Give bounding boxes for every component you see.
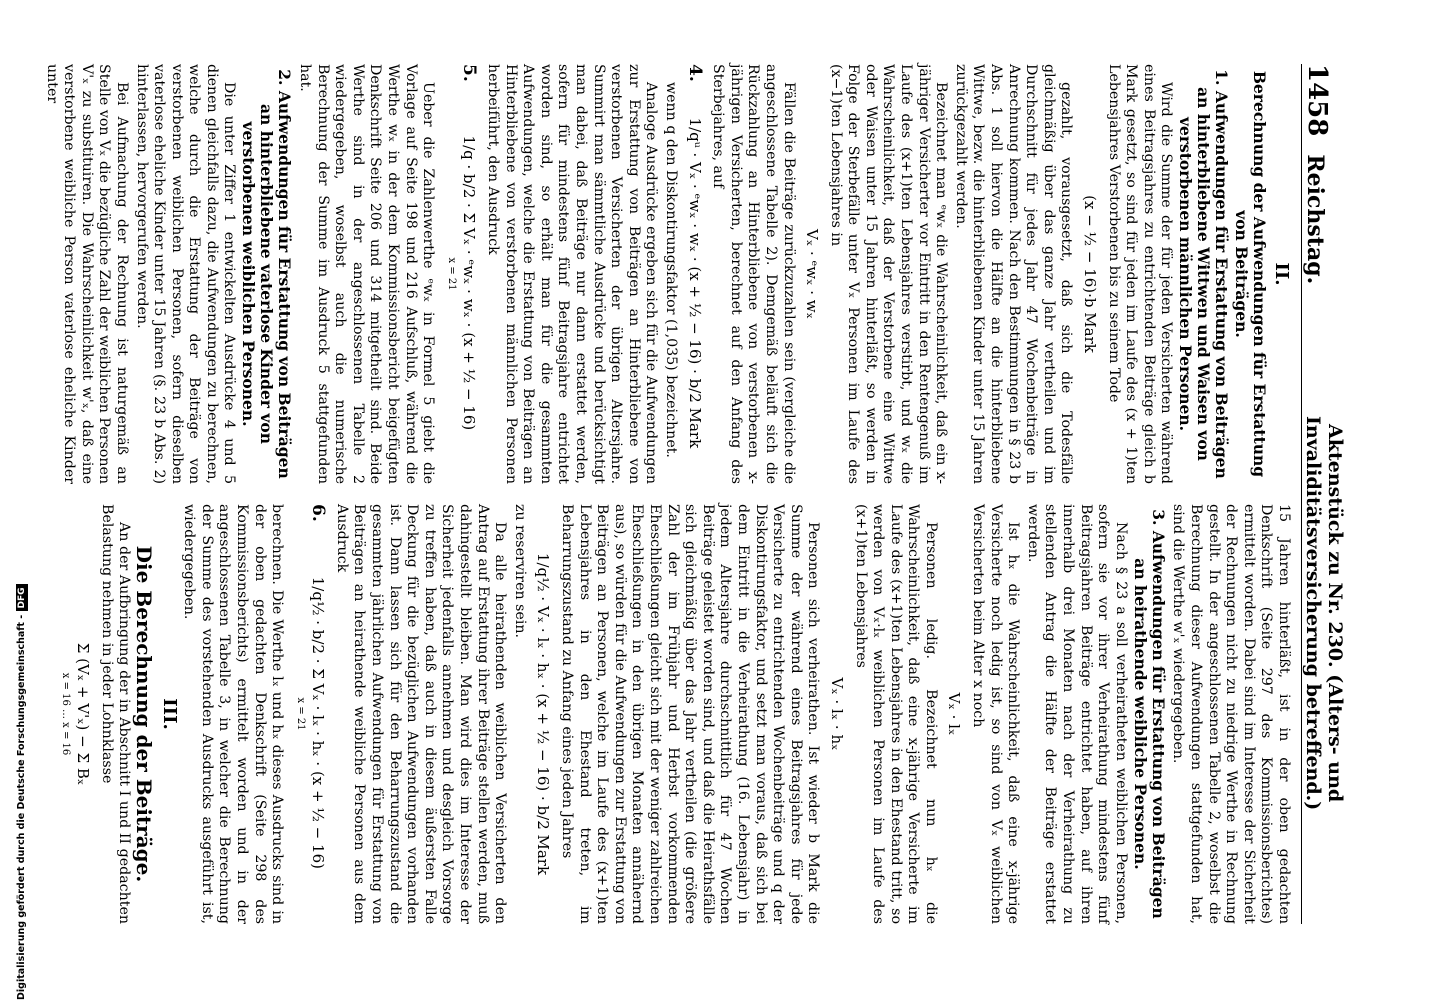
- subsection-1-heading: 1. Aufwendungen für Erstattung von Beiträgen an hinterbliebene Wittwen und Waisen von verstorbenen männlichen Personen.: [1176, 69, 1232, 479]
- page-header: [1301, 64, 1346, 924]
- paragraph: 15 Jahren hinterläßt, ist in der oben gedachten Denkschrift (Seite 297 des Kommissionsberichtes) ermittelt worden. Dabei sind im Interesse der Sicherheit der Rechnungen nicht zu niedrige Werthe in Rechnung gestellt. In der angeschlossenen Tabelle 2, woselbst die Berechnung dieser Aufwendungen stattgefunden hat, sind die Werthe w'ₓ wiedergegeben.: [1170, 504, 1292, 924]
- paragraph: Die unter Ziffer 1 entwickelten Ausdrücke 4 und 5 dienen gleichfalls dazu, die Aufwendungen zu berechnen, welche durch die Erstattung der Beiträge von verstorbenen weiblichen Personen, sofern dieselben vaterlose eheliche Kinder unter 15 Jahren (§. 23 b Abs. 2) hinterlassen, hervorgerufen werden.: [133, 64, 238, 484]
- left-column: [40, 64, 1292, 484]
- right-column: [50, 504, 1292, 924]
- formula: Vₓ · ᵉwₓ · wₓ: [803, 229, 822, 319]
- paragraph: gezahlt, vorausgesetzt, daß sich die Todesfälle gleichmäßig über das ganze Jahr vertheilen und im Durchschnitt für jedes Jahr 47 Wochenbeiträge in Anrechnung kommen. Nach den Bestimmungen in § 23 b Abs. 1 soll hiervon die Hälfte an die hinterbliebene Wittwe, bezw. die hinterbliebenen Kinder unter 15 Jahren zurückgezahlt werden.: [952, 64, 1075, 484]
- formula-6: [291, 504, 329, 924]
- formula-expression: 1/q · b/2 · Σ Vₓ · ᵉwₓ · wₓ · (x + ½ − 16): [460, 135, 479, 431]
- section-number: II.: [1271, 262, 1292, 286]
- sum-limits: x = 16 … x = 16: [59, 672, 71, 756]
- formula-number: 6.: [308, 504, 329, 522]
- publication-name: Reichstag.: [1302, 154, 1328, 285]
- paragraph: Da alle heirathenden weiblichen Versicherten den Antrag auf Erstattung ihrer Beiträge stellen werden, muß dahingestellt bleiben. Man wird dies im Interesse der Sicherheit jedenfalls annehmen und desgleich Vorsorge zu treffen haben, daß auch in diesem äußersten Falle Deckung für die bezüglichen Aufwendungen vorhanden ist. Dann lassen sich für den Beharrungszustand die gesammten jährlichen Aufwendungen für Erstattung von Beiträgen an heirathende weibliche Personen aus dem Ausdruck: [333, 504, 509, 924]
- formula-expression: Σ (Vₓ + V'ₓ) − Σ Bₓ: [74, 642, 93, 786]
- formula: Vₓ · lₓ · hₓ: [827, 677, 846, 751]
- section-heading: Die Berechnung der Beiträge.: [131, 545, 156, 883]
- paragraph: zu reserviren sein.: [511, 504, 528, 638]
- paragraph: Ueber die Zahlenwerthe ᵉwₓ in Formel 5 giebt die Vorlage auf Seite 198 und 216 Aufschluß, während die Werthe wₓ in der dem Kommissionsbericht beigefügten Denkschrift Seite 206 und 314 mitgetheilt sind. Beide Werthe sind in der angeschlossenen Tabelle 2 wiedergegeben, woselbst auch die numerische Berechnung der Summe im Ausdruck 5 stattgefunden hat.: [297, 64, 437, 484]
- paragraph: An der Aufbringung der in Abschnitt I und II gedachten Belastung nehmen in jeder Lohnklasse: [98, 504, 133, 924]
- formula-expression: 1/q½ · b/2 · Σ Vₓ · lₓ · hₓ · (x + ½ − 16): [309, 576, 328, 869]
- paragraph: Bei Aufmachung der Rechnung ist naturgemäß an Stelle von Vₓ die bezügliche Zahl der weiblichen Personen V'ₓ zu substituiren. Die Wahrscheinlichkeit w'ₓ, daß eine verstorbene weibliche Person vaterlose eheliche Kinder unter: [43, 64, 130, 484]
- formula: (x − ½ − 16)·b Mark: [1081, 195, 1100, 353]
- page-number: 1458: [1302, 64, 1332, 137]
- paragraph: Wird die Summe der für jeden Versicherten während eines Beitragsjahres zu entrichtenden Beiträge gleich b Mark gesetzt, so sind für jeden im Laufe des (x + 1)ten Lebensjahres Verstorbenen bis zu seinem Tode: [1105, 64, 1175, 484]
- paragraph: berechnen. Die Werthe lₓ und hₓ dieses Ausdrucks sind in der oben gedachten Denkschrift (Seite 298 des Kommissionsberichts) ermittelt worden und in der angeschlossenen Tabelle 3, in welcher die Berechnung der Summe des vorstehenden Ausdrucks ausgeführt ist, wiedergegeben.: [181, 504, 286, 924]
- paragraph: Analoge Ausdrücke ergeben sich für die Aufwendungen zur Erstattung von Beiträgen an Hinterbliebene von verstorbenen Versicherten der übrigen Altersjahre. Summirt man sämmtliche Ausdrücke und berücksichtigt man dabei, daß Beiträge nur dann erstattet werden, sofern für mindestens fünf Beitragsjahre entrichtet worden sind, so erhält man für die gesammten Aufwendungen, welche die Erstattung von Beiträgen an Hinterbliebene von verstorbenen männlichen Personen herbeiführt, den Ausdruck: [485, 64, 660, 484]
- formula-number: 5.: [459, 64, 480, 82]
- paragraph: Personen ledig. Bezeichnet nun hₓ die Wahrscheinlichkeit, daß eine x-jährige Versicherte im Laufe des (x+1)ten Lebensjahres in den Ehestand tritt, so werden von Vₓ·lₓ weiblichen Personen im Laufe des (x+1)ten Lebensjahres: [852, 504, 939, 924]
- credit-label: Digitalisierung gefördert durch die Deutsche Forschungsgemeinschaft -: [16, 614, 27, 1000]
- paragraph: Ist hₓ die Wahrscheinlichkeit, daß eine x-jährige Versicherte noch ledig ist, so sind von Vₓ weiblichen Versicherten beim Alter x noch: [970, 504, 1022, 924]
- formula: [56, 504, 91, 924]
- paragraph: wenn q den Diskontirungsfaktor (1,035) bezeichnet.: [662, 82, 679, 458]
- paragraph: Personen sich verheirathen. Ist wieder b Mark die Summe der während eines Beitragsjahres für jede Versicherte zu entrichtenden Wochenbeiträge und q der Diskontirungsfaktor, und setzt man voraus, daß sich bei dem Eintritt in die Verheirathung (16. Lebensjahr) in jedem Altersjahre durchschnittlich für 47 Wochen Beiträge geleistet worden sind, und daß die Heirathsfälle sich gleichmäßig über das Jahr vertheilen (die größere Zahl der im Frühjahr und Herbst vorkommenden Eheschließungen gleicht sich mit der weniger zahlreichen Eheschließungen in den übrigen Monaten annähernd aus), so würden für die Aufwendungen zur Erstattung von Beiträgen an Personen, welche im Laufe des (x+1)ten Lebensjahres in den Ehestand treten, im Beharrungszustand zu Anfang eines jeden Jahres: [559, 504, 822, 924]
- paragraph: Fällen die Beiträge zurückzuzahlen sein (vergleiche die angeschlossene Tabelle 2). Demgemäß beläuft sich die Rückzahlung an Hinterbliebene von verstorbenen x-jährigen Versicherten, berechnet auf den Anfang des Sterbejahres, auf: [710, 64, 797, 484]
- page-title: Aktenstück zu Nr. 230. (Alters- und Invaliditätsversicherung betreffend.): [1302, 416, 1346, 811]
- paragraph: Bezeichnet man ᵉwₓ die Wahrscheinlichkeit, daß ein x-jähriger Versicherter vor Eintritt in den Rentengenuß im Laufe des (x+1)ten Lebensjahres verstirbt, und wₓ die Wahrscheinlichkeit, daß der Verstorbene eine Wittwe oder Waisen unter 15 Jahren hinterläßt, so werden in Folge der Sterbefälle unter Vₓ Personen im Laufe des (x−1)ten Lebensjahres in: [827, 64, 950, 484]
- paragraph: Nach § 23 a soll verheiratheten weiblichen Personen, sofern sie vor ihrer Verheirathung mindestens fünf Beitragsjahren Beiträge entrichtet haben, auf ihren innerhalb drei Monaten nach der Verheirathung zu stellenden Antrag die Hälfte der Beiträge erstattet werden.: [1024, 504, 1129, 924]
- subsection-2-heading: 2. Aufwendungen für Erstattung von Beiträgen an hinterbliebene vaterlose Kinder von verstorbenen weiblichen Personen.: [239, 69, 295, 479]
- section-number: III.: [158, 698, 180, 730]
- dfg-logo: DFG: [16, 584, 28, 611]
- formula-4: 4. 1/qᵘ · Vₓ · ᵉwₓ · wₓ · (x + ½ − 16) · b/2 Mark: [684, 64, 705, 449]
- formula-expression: 1/qᵘ · Vₓ · ᵉwₓ · wₓ · (x + ½ − 16) · b/2 Mark: [685, 117, 704, 449]
- section-heading: Berechnung der Aufwendungen für Erstattung von Beiträgen.: [1232, 70, 1270, 478]
- formula: 1/q½ · Vₓ · lₓ · hₓ · (x + ½ − 16) · b/2 Mark: [534, 552, 553, 876]
- sum-limits: x = 21: [294, 697, 306, 731]
- formula-5: [442, 64, 480, 484]
- sum-limits: x = 21: [445, 257, 457, 291]
- subsection-3-heading: 3. Aufwendungen für Erstattung von Beiträgen an heirathende weibliche Personen.: [1130, 509, 1168, 919]
- formula: Vₓ · lₓ: [945, 692, 964, 736]
- page-body: [0, 64, 1432, 964]
